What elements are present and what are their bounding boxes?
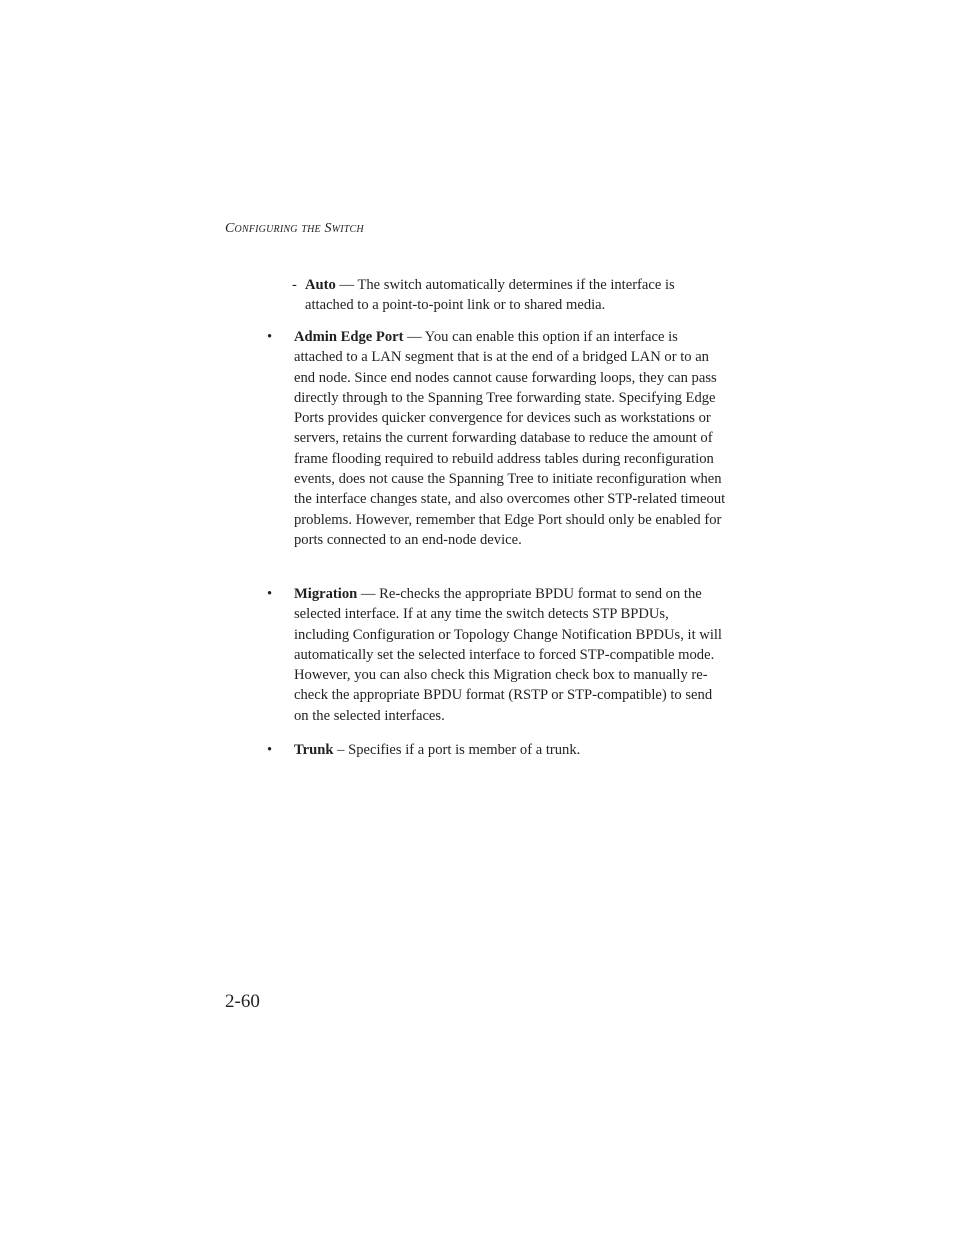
description-migration: — Re-checks the appropriate BPDU format to send on the selected interface. If at any time the switch detects STP BPDUs, including Configuration or Topology Change Notification BPDUs, it will automatically set the selected interface to forced STP-compatible mode. However, you can also check this Migration check box to manually re-check the appropriate BPDU format (RSTP or STP-compatible) to send on the selected interfaces. (294, 586, 722, 724)
term-trunk: Trunk (294, 742, 334, 758)
description-admin-edge-port: — You can enable this option if an interface is attached to a LAN segment that is at the end of a bridged LAN or to an end node. Since end nodes cannot cause forwarding loops, they can pass directly through to the Spanning Tree forwarding state. Specifying Edge Ports provides quicker convergence for devices such as workstations or servers, retains the current forwarding database to reduce the amount of frame flooding required to rebuild address tables during reconfiguration events, does not cause the Spanning Tree to initiate reconfiguration when the interface changes state, and also overcomes other STP-related timeout problems. However, remember that Edge Port should only be enabled for ports connected to an end-node device. (294, 329, 726, 548)
term-auto: Auto (305, 277, 336, 293)
term-migration: Migration (294, 586, 358, 602)
bullet-marker: • (267, 329, 273, 345)
term-admin-edge-port: Admin Edge Port (294, 329, 404, 345)
description-auto: — The switch automatically determines if the interface is attached to a point-to-point link or to shared media. (305, 277, 675, 314)
bullet-item-migration (267, 584, 726, 726)
bullet-item-admin-edge-port (267, 327, 726, 550)
bullet-marker: • (267, 586, 273, 602)
sub-list-item-auto (292, 275, 725, 316)
bullet-item-trunk (267, 740, 726, 760)
running-header: Configuring the Switch (225, 221, 364, 236)
dash-marker: - (292, 277, 297, 293)
page-number: 2-60 (225, 991, 260, 1012)
description-trunk: – Specifies if a port is member of a trunk. (333, 742, 581, 758)
bullet-marker: • (267, 742, 273, 758)
